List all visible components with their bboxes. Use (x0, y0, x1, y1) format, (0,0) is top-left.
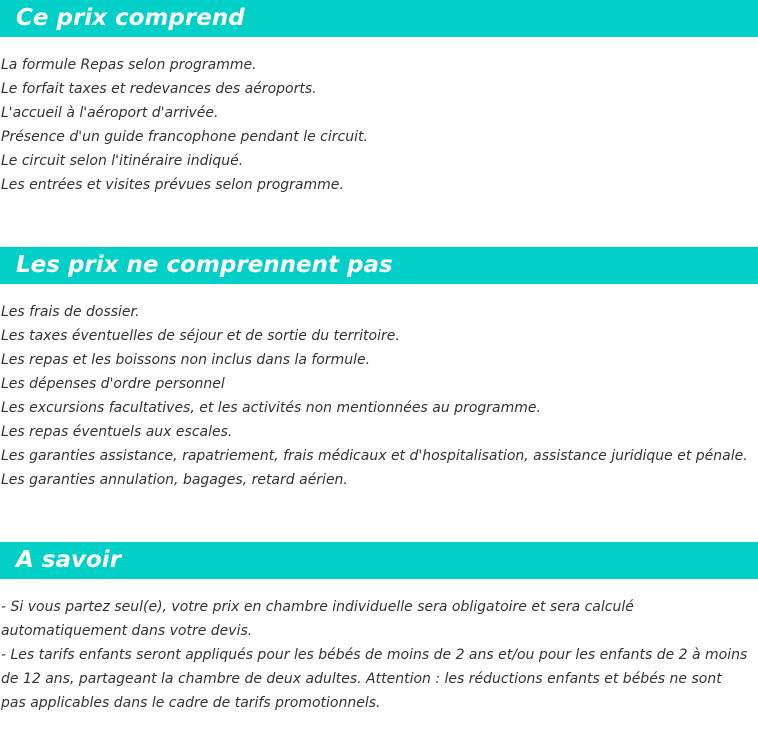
list-item: Les excursions facultatives, et les activités non mentionnées au programme. (1, 400, 541, 416)
section-title-excludes: Les prix ne comprennent pas (0, 247, 758, 284)
list-item: Le forfait taxes et redevances des aéroports. (1, 81, 317, 97)
list-item: Les garanties annulation, bagages, retard aérien. (1, 472, 348, 488)
list-item: Les repas éventuels aux escales. (1, 424, 233, 440)
list-item: Les repas et les boissons non inclus dans la formule. (1, 352, 371, 368)
info-paragraph-child-rates: - Les tarifs enfants seront appliqués pour les bébés de moins de 2 ans et/ou pour les enfants de 2 à moins de 12 ans, partageant la chambre de deux adultes. Attention : les réductions enfants et bébés ne sont pas applicables dans le cadre de tarifs promotionnels. (1, 647, 748, 711)
list-item: Les dépenses d'ordre personnel (1, 376, 225, 392)
list-item: L'accueil à l'aéroport d'arrivée. (1, 105, 219, 121)
section-price-includes (0, 0, 758, 197)
list-item: Les taxes éventuelles de séjour et de sortie du territoire. (1, 328, 400, 344)
list-item: Les entrées et visites prévues selon programme. (1, 177, 344, 193)
list-item: Présence d'un guide francophone pendant le circuit. (1, 129, 368, 145)
section-title-includes: Ce prix comprend (0, 0, 758, 37)
info-paragraph-single-room: - Si vous partez seul(e), votre prix en chambre individuelle sera obligatoire et sera calculé automatiquement dans votre devis. (1, 599, 634, 639)
section-title-info: A savoir (0, 542, 758, 579)
section-price-excludes (0, 247, 758, 492)
includes-list (0, 53, 758, 197)
list-item: Les frais de dossier. (1, 304, 140, 320)
list-item: La formule Repas selon programme. (1, 57, 257, 73)
excludes-list (0, 300, 758, 492)
list-item: Le circuit selon l'itinéraire indiqué. (1, 153, 244, 169)
list-item: Les garanties assistance, rapatriement, frais médicaux et d'hospitalisation, assistance juridique et pénale. (1, 448, 748, 464)
section-good-to-know (0, 542, 758, 715)
